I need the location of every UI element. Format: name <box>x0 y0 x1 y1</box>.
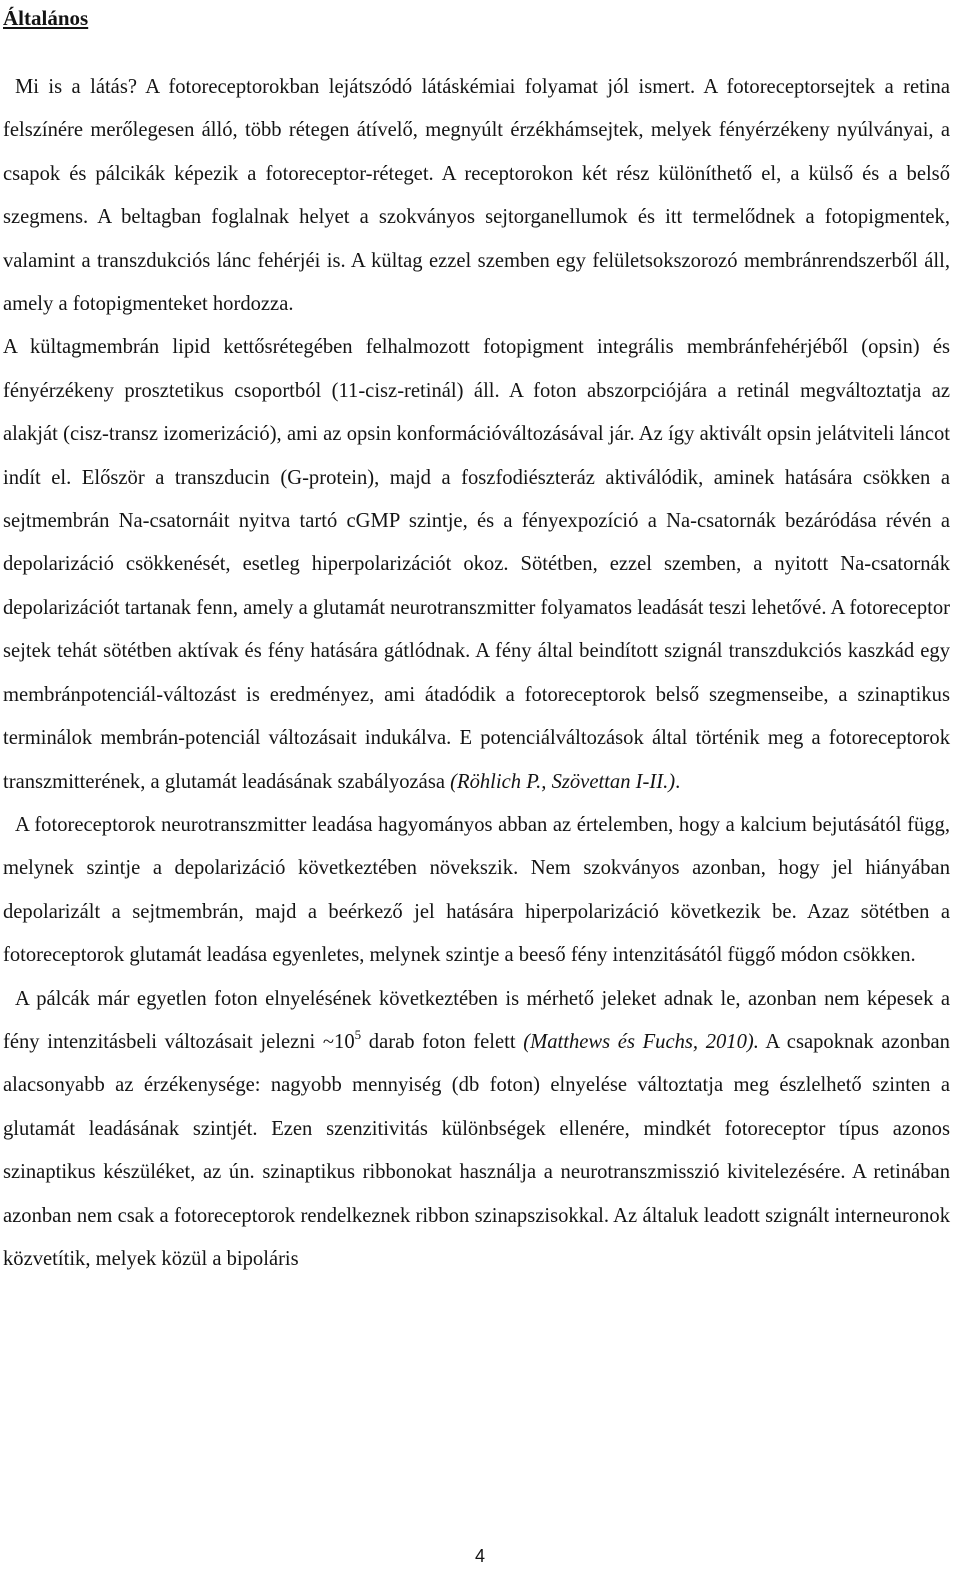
citation-rohlich: (Röhlich P., Szövettan I-II.) <box>450 770 676 793</box>
paragraph-3-before-sup: A pálcák már egyetlen foton elnyelésének következtében is mérhető jeleket adnak le, azonban nem képesek a fény intenzitásbeli változásait jelezni ~10 <box>3 987 950 1053</box>
paragraph-1 <box>3 66 950 804</box>
paragraph-1-end: . <box>675 770 681 793</box>
exponent: 5 <box>354 1026 362 1042</box>
paragraph-3 <box>3 978 950 1282</box>
paragraph-1-main: A kültagmembrán lipid kettősrétegében felhalmozott fotopigment integrális membránfehérjéből (opsin) és fényérzékeny prosztetikus csoportból (11-cisz-retinál) áll. A foton abszorpciójára a retinál megváltoztatja az alakját (cisz-transz izomerizáció), ami az opsin konformációváltozásával jár. Az így aktivált opsin jelátviteli láncot indít el. Először a transzducin (G-protein), majd a foszfodiészteráz aktiválódik, aminek hatására csökken a sejtmembrán Na-csatornáit nyitva tartó cGMP szintje, és a fényexpozíció a Na-csatornák bezáródása révén a depolarizáció csökkenését, esetleg hiperpolarizációt okoz. Sötétben, ezzel szemben, a nyitott Na-csatornák depolarizációt tartanak fenn, amely a glutamát neurotranszmitter folyamatos leadását teszi lehetővé. A fotoreceptor sejtek tehát sötétben aktívak és fény hatására gátlódnak. A fény által beindított szignál transzdukciós kaszkád egy membránpotenciál-változást is eredményez, ami átadódik a fotoreceptorok belső szegmenseibe, a szinaptikus terminálok membrán-potenciál változásait indukálva. E potenciálváltozások által történik meg a fotoreceptorok transzmitterének, a glutamát leadásának szabályozása <box>3 336 950 793</box>
paragraph-2: A fotoreceptorok neurotranszmitter leadása hagyományos abban az értelemben, hogy a kalcium bejutásától függ, melynek szintje a depolarizáció következtében növekszik. Nem szokványos azonban, hogy jel hiányában depolarizált a sejtmembrán, majd a beérkező jel hatására hiperpolarizáció következik be. Azaz sötétben a fotoreceptorok glutamát leadása egyenletes, melynek szintje a beeső fény intenzitásától függő módon csökken. <box>3 813 950 967</box>
paragraph-3-rest: A csapoknak azonban alacsonyabb az érzékenysége: nagyobb mennyiség (db foton) elnyelése változtatja meg észlelhető szinten a glutamát leadásának szintjét. Ezen szenzitivitás különbségek ellenére, mindkét fotoreceptor típus azonos szinaptikus készüléket, az ún. szinaptikus ribbonokat használja a neurotranszmisszió kivitelezésére. A retinában azonban nem csak a fotoreceptorok rendelkeznek ribbon szinapszisokkal. Az általuk leadott szignált interneuronok közvetítik, melyek közül a bipoláris <box>3 1030 950 1270</box>
citation-matthews: (Matthews és Fuchs, 2010). <box>523 1030 759 1053</box>
section-heading: Általános <box>3 6 89 30</box>
paragraph-1-lead: Mi is a látás? A fotoreceptorokban lejátszódó látáskémiai folyamat jól ismert. A fotoreceptorsejtek a retina felszínére merőlegesen álló, több rétegen átívelő, megnyúlt érzékhámsejtek, melyek fényérzékeny nyúlványai, a csapok és pálcikák képezik a fotoreceptor-réteget. A receptorokon két rész különíthető el, a külső és a belső szegmens. A beltagban foglalnak helyet a szokványos sejtorganellumok és itt termelődnek a fotopigmentek, valamint a transzdukciós lánc fehérjéi is. A kültag ezzel szemben egy felületsokszorozó membránrendszerből áll, amely a fotopigmenteket hordozza. <box>3 76 950 316</box>
body-text <box>3 66 950 1281</box>
paragraph-3-after-sup: darab foton felett <box>361 1030 524 1053</box>
page-number: 4 <box>474 1546 485 1566</box>
